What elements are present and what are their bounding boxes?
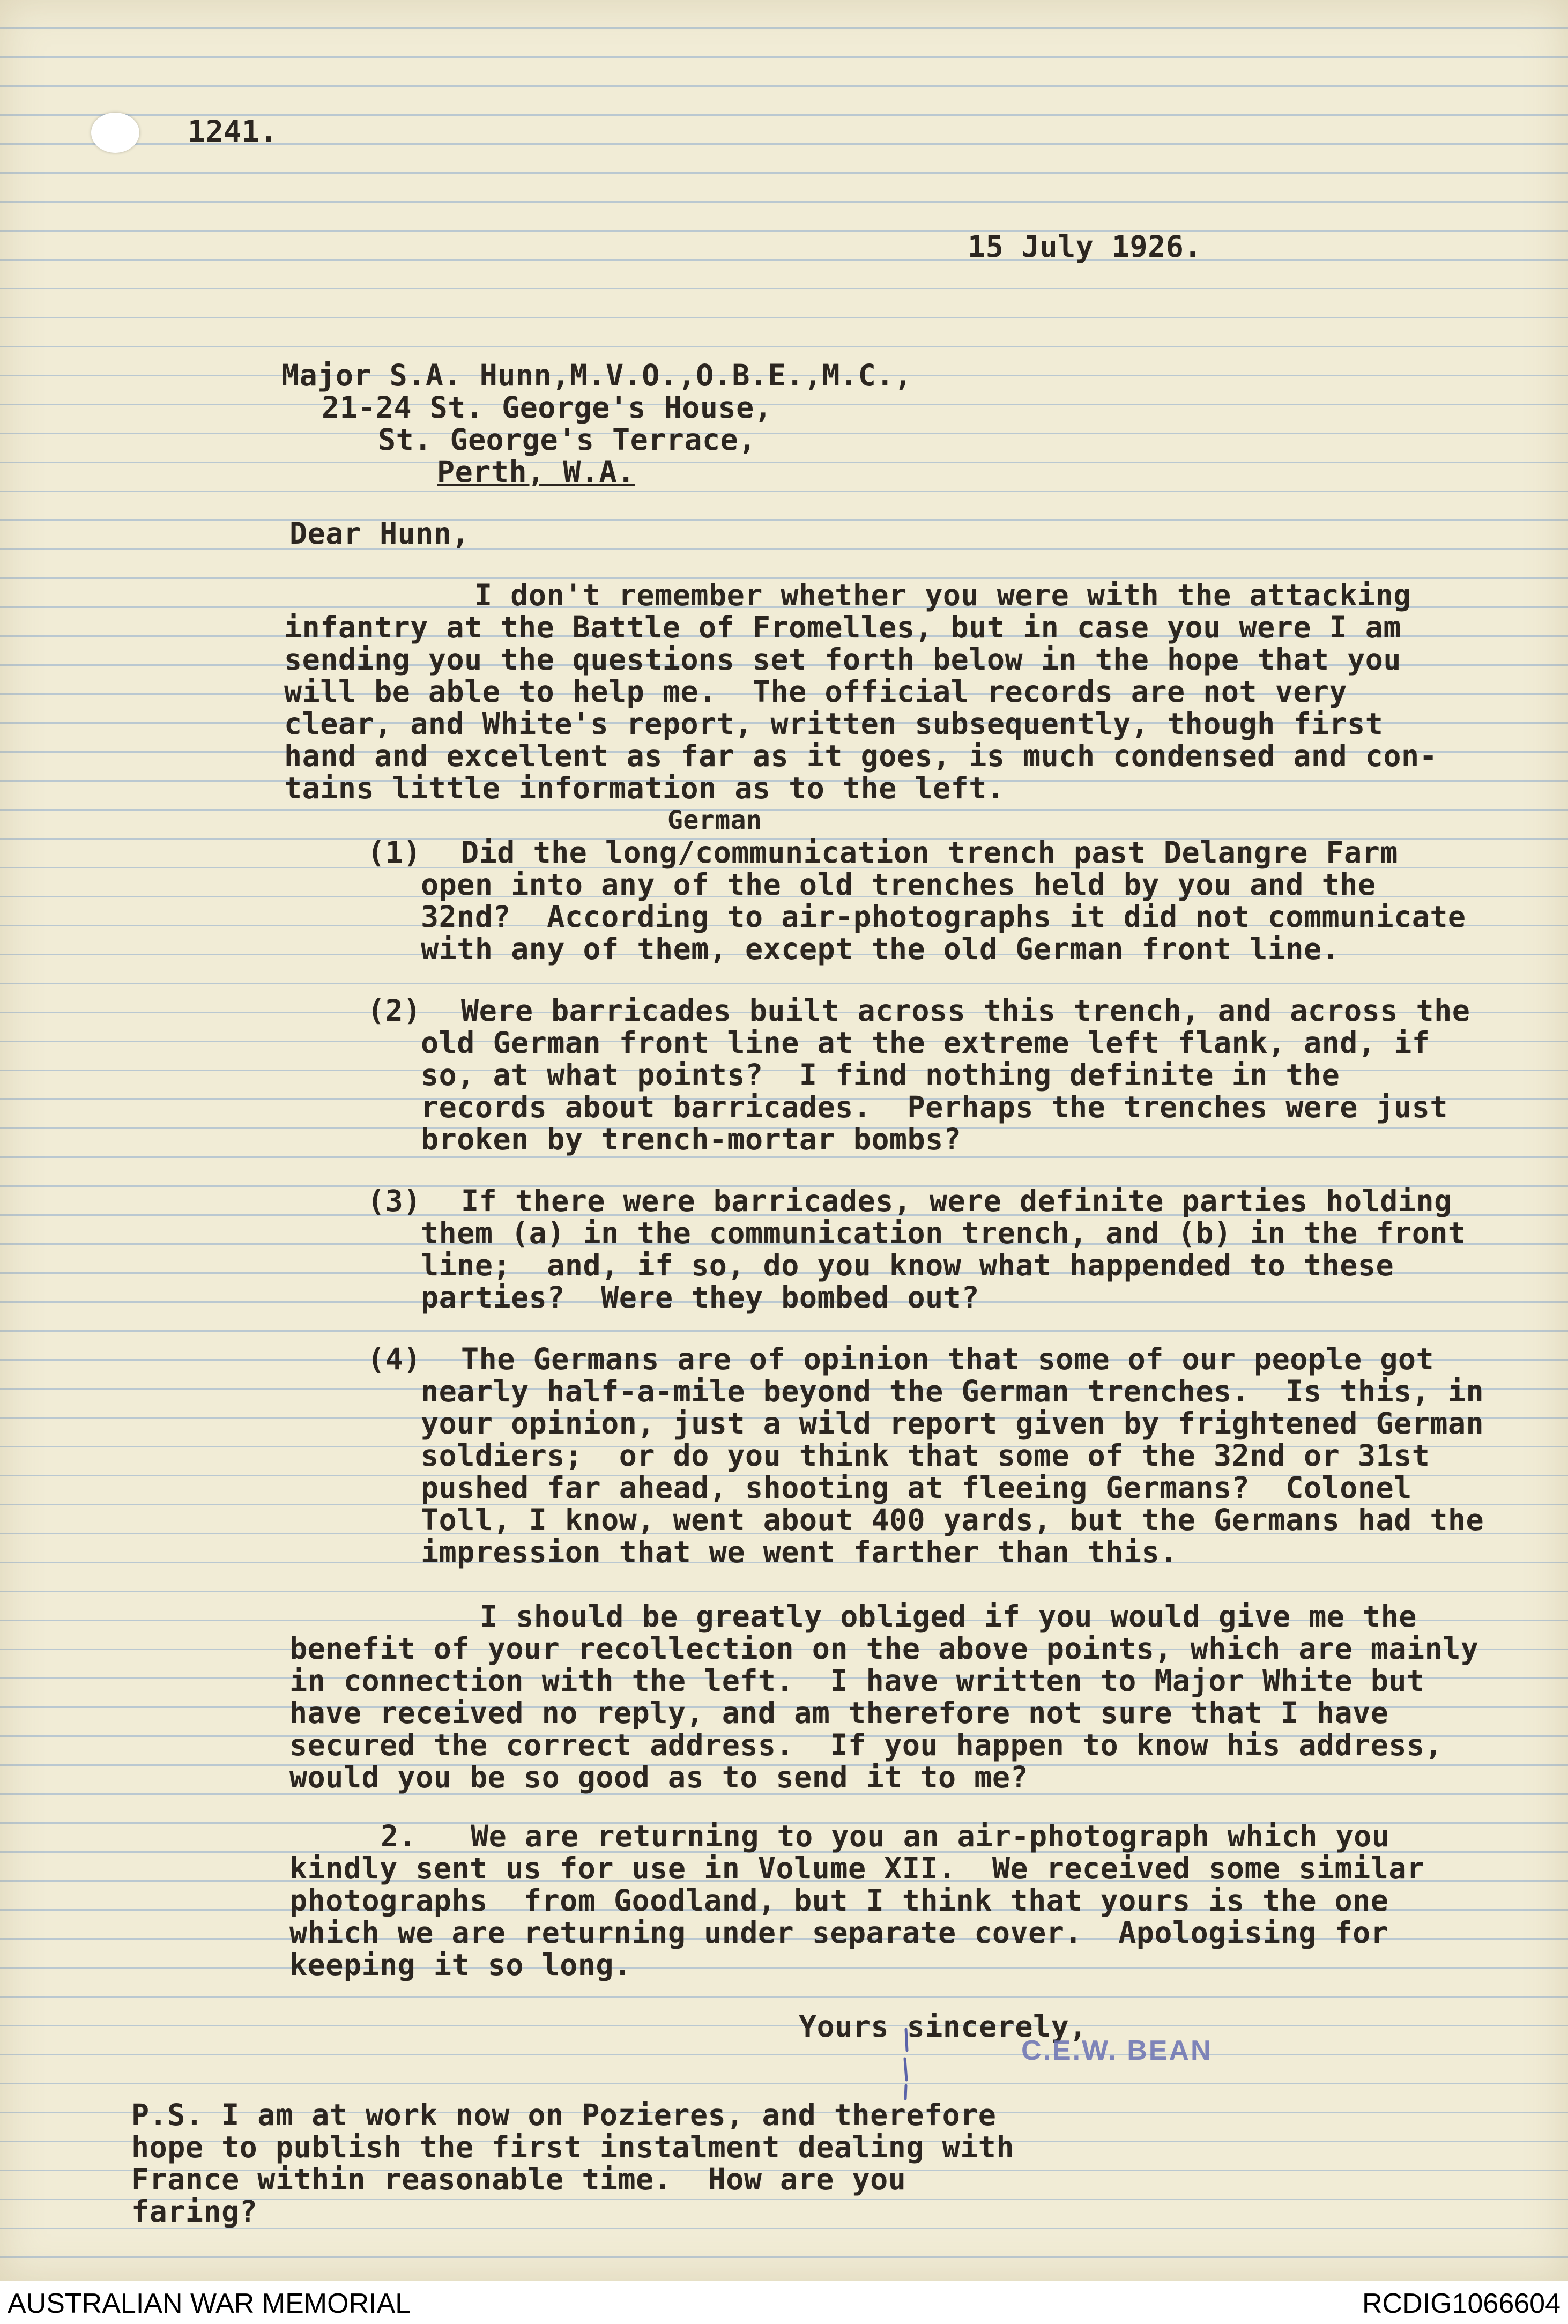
- question-line: parties? Were they bombed out?: [421, 1280, 979, 1315]
- paragraph-line: infantry at the Battle of Fromelles, but in case you were I am: [284, 610, 1401, 644]
- address-line: Major S.A. Hunn,M.V.O.,O.B.E.,M.C.,: [281, 358, 912, 392]
- paragraph-line: in connection with the left. I have written to Major White but: [289, 1664, 1425, 1698]
- paragraph-line: keeping it so long.: [289, 1948, 632, 1982]
- postscript-line: France within reasonable time. How are you: [131, 2162, 906, 2196]
- question-line: with any of them, except the old German front line.: [421, 932, 1340, 966]
- paragraph-line: sending you the questions set forth below in the hope that you: [284, 642, 1401, 677]
- question-line: Were barricades built across this trench, and across the: [461, 993, 1470, 1028]
- signature-stamp: C.E.W. BEAN: [1021, 2035, 1213, 2066]
- paragraph-line: have received no reply, and am therefore not sure that I have: [289, 1696, 1389, 1730]
- paragraph-line: hand and excellent as far as it goes, is much condensed and con-: [284, 739, 1438, 773]
- question-number: (4): [367, 1342, 421, 1376]
- question-line: your opinion, just a wild report given by frightened German: [421, 1406, 1484, 1441]
- question-line: line; and, if so, do you know what happended to these: [421, 1248, 1394, 1282]
- address-line: St. George's Terrace,: [378, 422, 756, 457]
- archive-footer: [0, 2281, 1568, 2324]
- paragraph-line: secured the correct address. If you happen to know his address,: [289, 1728, 1443, 1762]
- paragraph-line: will be able to help me. The official records are not very: [284, 674, 1348, 709]
- question-line: The Germans are of opinion that some of our people got: [461, 1342, 1435, 1376]
- paragraph-line: would you be so good as to send it to me?: [289, 1760, 1029, 1794]
- sign-off: Yours sincerely,: [799, 2009, 1087, 2044]
- address-line: Perth, W.A.: [437, 455, 635, 489]
- paragraph-line: photographs from Goodland, but I think that yours is the one: [289, 1883, 1389, 1918]
- paragraph-line: I don't remember whether you were with the attacking: [474, 578, 1411, 612]
- question-line: records about barricades. Perhaps the trenches were just: [421, 1090, 1448, 1124]
- postscript-line: hope to publish the first instalment dealing with: [131, 2130, 1015, 2164]
- question-line: 32nd? According to air-photographs it did not communicate: [421, 900, 1466, 934]
- handwritten-insertion: German: [667, 805, 762, 835]
- question-line: soldiers; or do you think that some of the 32nd or 31st: [421, 1438, 1430, 1473]
- question-number: (2): [367, 993, 421, 1028]
- question-line: old German front line at the extreme left flank, and, if: [421, 1026, 1430, 1060]
- institution-label: AUSTRALIAN WAR MEMORIAL: [8, 2288, 411, 2319]
- postscript-line: P.S. I am at work now on Pozieres, and therefore: [131, 2098, 997, 2132]
- letter-date: 15 July 1926.: [968, 229, 1202, 264]
- paragraph-line: which we are returning under separate cover. Apologising for: [289, 1915, 1389, 1950]
- salutation: Dear Hunn,: [289, 516, 470, 551]
- file-number: 1241.: [188, 114, 278, 149]
- paragraph-line: clear, and White's report, written subsequently, though first: [284, 707, 1384, 741]
- question-line: broken by trench-mortar bombs?: [421, 1122, 962, 1156]
- catalogue-id: RCDIG1066604: [1362, 2288, 1560, 2319]
- question-number: (3): [367, 1184, 421, 1218]
- ink-mark: [901, 2026, 911, 2102]
- question-line: open into any of the old trenches held by you and the: [421, 867, 1376, 902]
- punch-hole: [91, 113, 139, 153]
- paragraph-line: kindly sent us for use in Volume XII. We received some similar: [289, 1851, 1425, 1885]
- question-line: so, at what points? I find nothing definite in the: [421, 1058, 1340, 1092]
- paragraph-line: benefit of your recollection on the above points, which are mainly: [289, 1631, 1479, 1666]
- question-line: them (a) in the communication trench, and (b) in the front: [421, 1216, 1466, 1250]
- question-line: nearly half-a-mile beyond the German trenches. Is this, in: [421, 1374, 1484, 1408]
- question-line: pushed far ahead, shooting at fleeing Germans? Colonel: [421, 1471, 1412, 1505]
- paragraph-line: I should be greatly obliged if you would give me the: [480, 1599, 1417, 1634]
- question-line: If there were barricades, were definite parties holding: [461, 1184, 1452, 1218]
- question-line: Did the long/communication trench past Delangre Farm: [461, 835, 1398, 870]
- question-number: (1): [367, 835, 421, 870]
- paragraph-line: 2. We are returning to you an air-photograph which you: [381, 1819, 1390, 1853]
- postscript-line: faring?: [131, 2194, 258, 2229]
- question-line: Toll, I know, went about 400 yards, but the Germans had the: [421, 1503, 1484, 1537]
- address-line: 21-24 St. George's House,: [322, 390, 772, 425]
- paragraph-line: tains little information as to the left.: [284, 771, 1005, 805]
- question-line: impression that we went farther than this.: [421, 1535, 1178, 1569]
